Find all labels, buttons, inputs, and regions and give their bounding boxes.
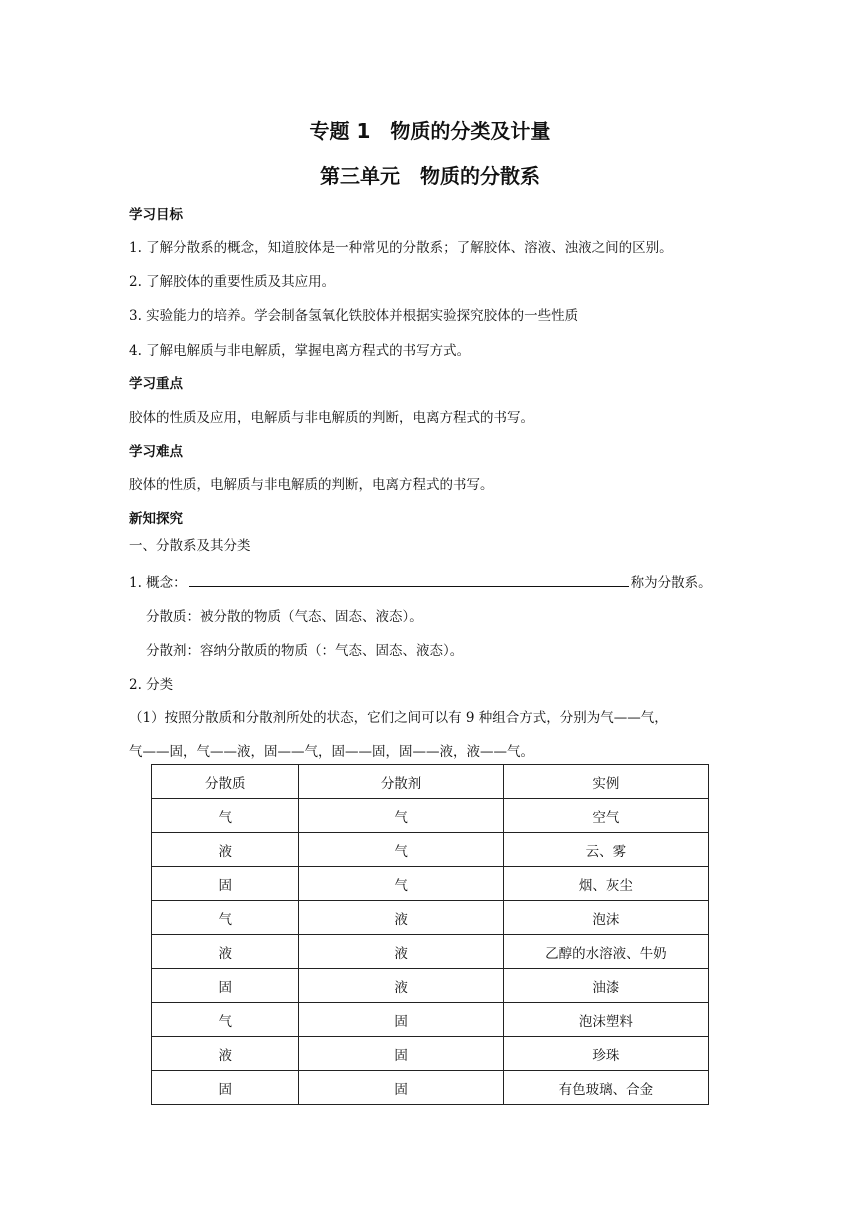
header-example: 实例 bbox=[503, 765, 708, 799]
table-cell: 泡沫 bbox=[503, 901, 708, 935]
key-points-text: 胶体的性质及应用，电解质与非电解质的判断，电离方程式的书写。 bbox=[129, 410, 534, 426]
table-row bbox=[152, 935, 709, 969]
header-dispersion-medium: 分散剂 bbox=[299, 765, 503, 799]
dispersion-medium-text: 分散剂：容纳分散质的物质（：气态、固态、液态）。 bbox=[146, 643, 464, 659]
table-cell: 液 bbox=[152, 1037, 299, 1071]
table-cell: 泡沫塑料 bbox=[503, 1003, 708, 1037]
concept-suffix: 称为分散系。 bbox=[630, 575, 712, 591]
table-cell: 乙醇的水溶液、牛奶 bbox=[503, 935, 708, 969]
table-cell: 云、雾 bbox=[503, 833, 708, 867]
table-cell: 气 bbox=[299, 799, 503, 833]
table-cell: 珍珠 bbox=[503, 1037, 708, 1071]
table-cell: 固 bbox=[299, 1003, 503, 1037]
section-title: 一、分散系及其分类 bbox=[129, 538, 251, 554]
goal-item-2: 2. 了解胶体的重要性质及其应用。 bbox=[129, 274, 336, 290]
table-header-row bbox=[152, 765, 709, 799]
dispersion-table bbox=[151, 764, 709, 1105]
table-cell: 固 bbox=[299, 1037, 503, 1071]
table-cell: 气 bbox=[299, 867, 503, 901]
dispersed-phase-text: 分散质：被分散的物质（气态、固态、液态）。 bbox=[146, 609, 423, 625]
table-cell: 液 bbox=[299, 969, 503, 1003]
topic-title: 专题 1 物质的分类及计量 bbox=[309, 119, 551, 143]
concept-blank bbox=[189, 572, 629, 587]
table-cell: 固 bbox=[299, 1071, 503, 1105]
table-cell: 气 bbox=[152, 1003, 299, 1037]
table-cell: 空气 bbox=[503, 799, 708, 833]
table-cell: 油漆 bbox=[503, 969, 708, 1003]
table-cell: 液 bbox=[152, 833, 299, 867]
table-row bbox=[152, 901, 709, 935]
explore-heading: 新知探究 bbox=[129, 511, 183, 527]
goal-item-3: 3. 实验能力的培养。学会制备氢氧化铁胶体并根据实验探究胶体的一些性质 bbox=[129, 308, 579, 324]
table-row bbox=[152, 833, 709, 867]
key-points-heading: 学习重点 bbox=[129, 376, 183, 392]
unit-title: 第三单元 物质的分散系 bbox=[320, 164, 540, 188]
difficulties-text: 胶体的性质，电解质与非电解质的判断，电离方程式的书写。 bbox=[129, 477, 494, 493]
table-row bbox=[152, 1003, 709, 1037]
classification-para-line1: （1）按照分散质和分散剂所处的状态，它们之间可以有 9 种组合方式，分别为气——气， bbox=[129, 710, 668, 726]
classification-heading: 2. 分类 bbox=[129, 677, 174, 693]
goal-item-4: 4. 了解电解质与非电解质，掌握电离方程式的书写方式。 bbox=[129, 343, 471, 359]
table-cell: 固 bbox=[152, 1071, 299, 1105]
table-cell: 液 bbox=[299, 935, 503, 969]
goal-item-1: 1. 了解分散系的概念，知道胶体是一种常见的分散系；了解胶体、溶液、浊液之间的区别。 bbox=[129, 240, 673, 256]
table-cell: 气 bbox=[152, 799, 299, 833]
table-row bbox=[152, 799, 709, 833]
header-dispersed-phase: 分散质 bbox=[152, 765, 299, 799]
table-cell: 气 bbox=[299, 833, 503, 867]
concept-prefix: 1. 概念： bbox=[129, 575, 187, 591]
table-cell: 烟、灰尘 bbox=[503, 867, 708, 901]
table-row bbox=[152, 1071, 709, 1105]
table-cell: 有色玻璃、合金 bbox=[503, 1071, 708, 1105]
table-row bbox=[152, 1037, 709, 1071]
table-cell: 固 bbox=[152, 867, 299, 901]
table-cell: 固 bbox=[152, 969, 299, 1003]
table-cell: 气 bbox=[152, 901, 299, 935]
concept-line bbox=[129, 571, 712, 591]
table-cell: 液 bbox=[299, 901, 503, 935]
classification-para-line2: 气——固，气——液，固——气，固——固，固——液，液——气。 bbox=[129, 744, 534, 760]
difficulties-heading: 学习难点 bbox=[129, 444, 183, 460]
table-cell: 液 bbox=[152, 935, 299, 969]
goals-heading: 学习目标 bbox=[129, 207, 183, 223]
table-row bbox=[152, 969, 709, 1003]
table-row bbox=[152, 867, 709, 901]
